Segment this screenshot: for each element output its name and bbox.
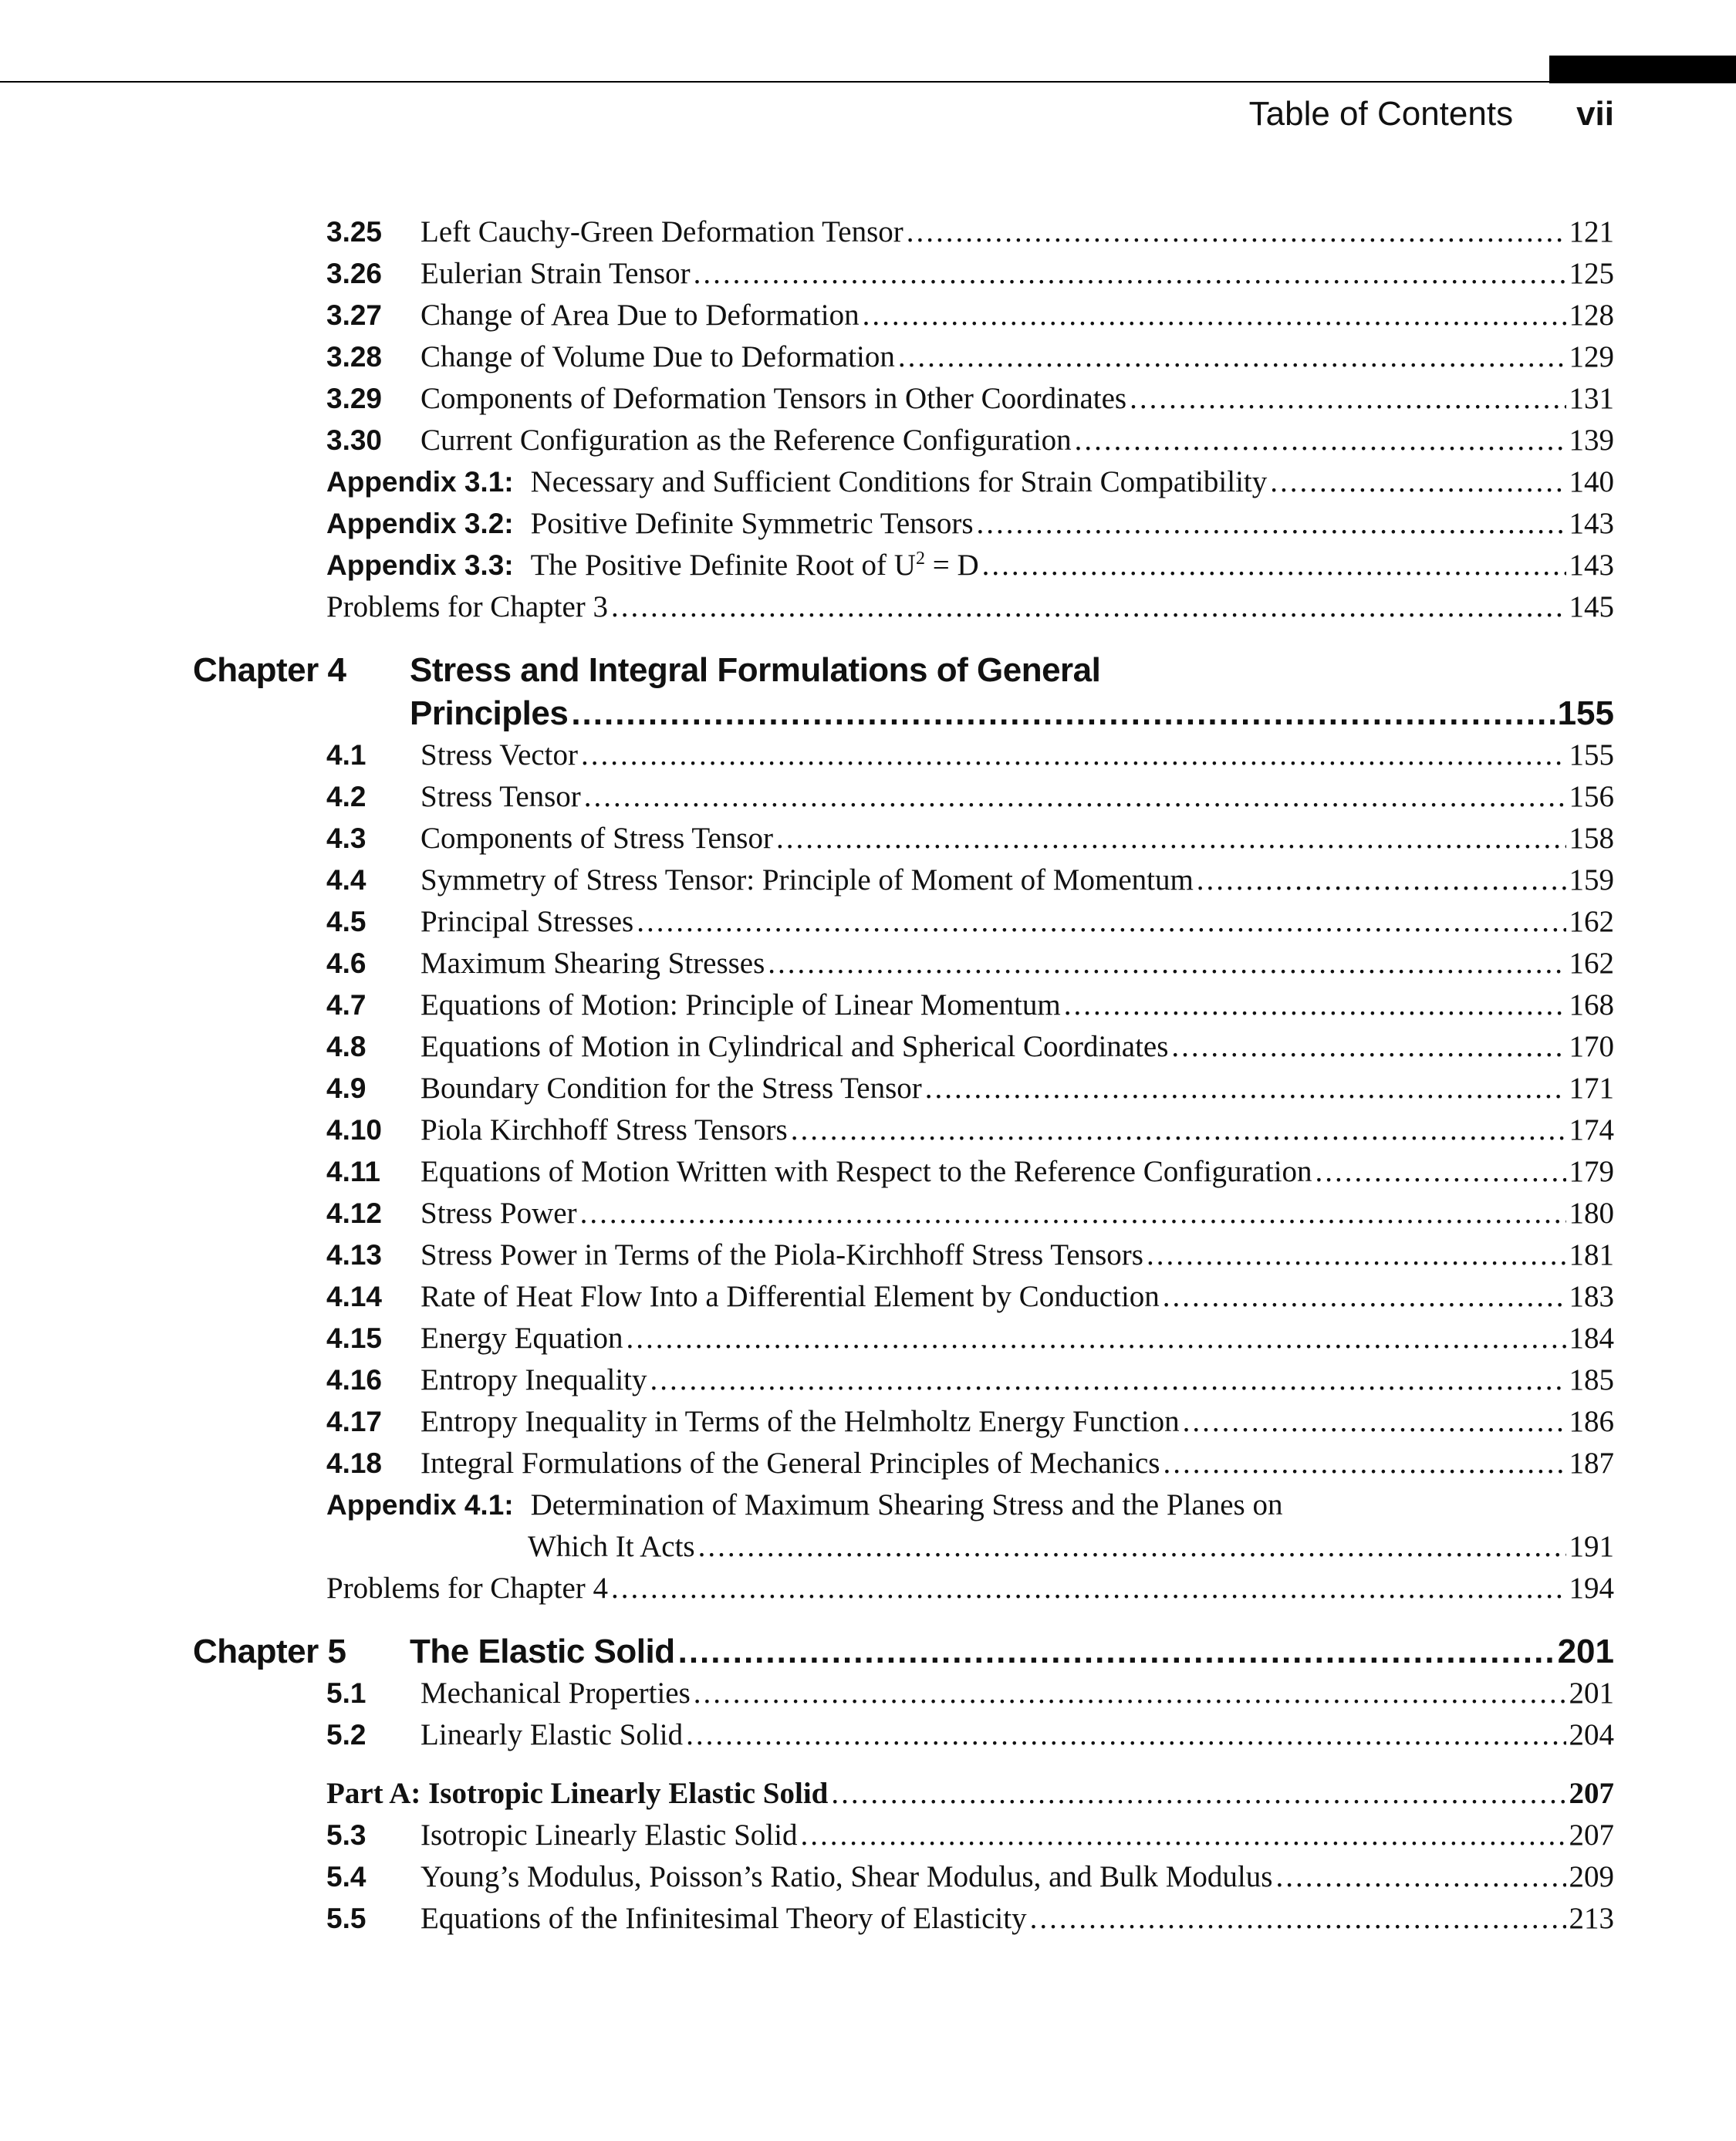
section-number: 4.3 xyxy=(326,822,366,854)
section-number: 4.14 xyxy=(326,1281,383,1312)
section-title: Eulerian Strain Tensor xyxy=(420,257,691,290)
dot-leader xyxy=(1275,1859,1565,1894)
chapter-title: The Elastic Solid xyxy=(410,1633,675,1670)
dot-leader xyxy=(1163,1279,1566,1314)
toc-entry-appendix-4-1-continued[interactable] xyxy=(528,1529,1614,1571)
section-title: Equations of Motion in Cylindrical and Spherical Coordinates xyxy=(420,1030,1169,1063)
page-number: 156 xyxy=(1569,780,1614,813)
toc-entry-4-11[interactable] xyxy=(326,1154,1614,1196)
dot-leader xyxy=(831,1776,1565,1811)
section-number: 3.26 xyxy=(326,258,383,289)
superscript-exponent: 2 xyxy=(915,549,925,569)
section-number: 4.9 xyxy=(326,1072,366,1104)
dot-leader xyxy=(1270,464,1565,499)
page-number: 179 xyxy=(1569,1155,1614,1188)
toc-entry-3-26[interactable] xyxy=(326,256,1614,298)
dot-leader xyxy=(768,946,1565,981)
dot-leader xyxy=(571,694,1554,733)
appendix-title-equation: = D xyxy=(924,549,979,582)
section-title: Maximum Shearing Stresses xyxy=(420,947,765,980)
toc-entry-4-17[interactable] xyxy=(326,1404,1614,1446)
chapter-4-block xyxy=(193,651,1614,1613)
section-number: 4.1 xyxy=(326,739,366,771)
page-number: 170 xyxy=(1569,1030,1614,1063)
appendix-title-line2: Which It Acts xyxy=(528,1530,695,1563)
toc-entry-4-8[interactable] xyxy=(326,1029,1614,1071)
dot-leader xyxy=(694,1676,1566,1710)
page-number: 174 xyxy=(1569,1113,1614,1146)
section-title: Stress Tensor xyxy=(420,780,581,813)
toc-entry-4-7[interactable] xyxy=(326,988,1614,1029)
toc-entry-appendix-3-2[interactable] xyxy=(326,506,1614,548)
section-title: Energy Equation xyxy=(420,1322,623,1355)
toc-entry-4-4[interactable] xyxy=(326,863,1614,904)
section-number: 4.7 xyxy=(326,989,366,1021)
section-title: Current Configuration as the Reference Configuration xyxy=(420,424,1072,457)
dot-leader xyxy=(626,1321,1565,1356)
section-title: Symmetry of Stress Tensor: Principle of Moment of Momentum xyxy=(420,863,1194,897)
chapter-page-number: 155 xyxy=(1557,694,1614,732)
chapter-5-heading[interactable] xyxy=(193,1633,1614,1676)
section-title: Stress Power in Terms of the Piola-Kirchhoff Stress Tensors xyxy=(420,1238,1143,1271)
running-head-page-number: vii xyxy=(1576,95,1614,133)
toc-entry-4-6[interactable] xyxy=(326,946,1614,988)
section-number: 4.4 xyxy=(326,864,366,896)
section-title: Young’s Modulus, Poisson’s Ratio, Shear Modulus, and Bulk Modulus xyxy=(420,1860,1273,1893)
section-title: Entropy Inequality in Terms of the Helmholtz Energy Function xyxy=(420,1405,1180,1438)
dot-leader xyxy=(584,779,1566,814)
dot-leader xyxy=(791,1113,1566,1147)
toc-entry-4-15[interactable] xyxy=(326,1321,1614,1363)
chapter-title-line1: Stress and Integral Formulations of General xyxy=(410,651,1101,689)
dot-leader xyxy=(611,589,1565,624)
toc-entry-3-25[interactable] xyxy=(326,214,1614,256)
dot-leader xyxy=(1171,1029,1565,1064)
appendix-label: Appendix 3.1: xyxy=(326,466,514,498)
header-rule xyxy=(0,81,1736,83)
dot-leader xyxy=(1130,381,1565,416)
section-title: Equations of the Infinitesimal Theory of Elasticity xyxy=(420,1902,1027,1935)
table-of-contents xyxy=(193,214,1614,1943)
toc-entry-4-16[interactable] xyxy=(326,1363,1614,1404)
dot-leader xyxy=(1064,988,1566,1022)
page-number: 121 xyxy=(1569,215,1614,248)
dot-leader xyxy=(1163,1446,1565,1481)
dot-leader xyxy=(694,256,1566,291)
dot-leader xyxy=(776,821,1566,856)
section-title: Principal Stresses xyxy=(420,905,634,938)
toc-entry-4-12[interactable] xyxy=(326,1196,1614,1238)
section-number: 5.5 xyxy=(326,1903,366,1934)
part-title: Part A: Isotropic Linearly Elastic Solid xyxy=(326,1777,829,1810)
toc-entry-4-1[interactable] xyxy=(326,738,1614,779)
page-number: 209 xyxy=(1569,1860,1614,1893)
section-title: Equations of Motion Written with Respect to the Reference Configuration xyxy=(420,1155,1312,1188)
toc-entry-5-1[interactable] xyxy=(326,1676,1614,1717)
page-number: 201 xyxy=(1569,1677,1614,1710)
section-number: 3.29 xyxy=(326,383,383,414)
page-number: 207 xyxy=(1569,1818,1614,1852)
section-number: 4.12 xyxy=(326,1197,383,1229)
chapter-title-line2: Principles xyxy=(410,694,569,732)
toc-entry-appendix-3-1[interactable] xyxy=(326,464,1614,506)
page-number: 171 xyxy=(1569,1072,1614,1105)
toc-entry-problems-ch4[interactable] xyxy=(326,1571,1614,1613)
appendix-title-line1: Determination of Maximum Shearing Stress and the Planes on xyxy=(530,1488,1283,1521)
appendix-label: Appendix 4.1: xyxy=(326,1489,514,1521)
toc-entry-4-3[interactable] xyxy=(326,821,1614,863)
dot-leader xyxy=(800,1818,1565,1852)
dot-leader xyxy=(1197,863,1566,897)
dot-leader xyxy=(1075,423,1566,458)
section-title: Change of Volume Due to Deformation xyxy=(420,340,895,373)
toc-entry-5-2[interactable] xyxy=(326,1717,1614,1759)
toc-entry-4-10[interactable] xyxy=(326,1113,1614,1154)
chapter-4-heading[interactable] xyxy=(193,651,1614,694)
chapter-5-block xyxy=(193,1633,1614,1943)
section-title: Integral Formulations of the General Principles of Mechanics xyxy=(420,1447,1160,1480)
page-number: 187 xyxy=(1569,1447,1614,1480)
section-number: 4.18 xyxy=(326,1447,383,1479)
section-number: 4.5 xyxy=(326,906,366,937)
toc-entry-part-a[interactable] xyxy=(326,1776,1614,1818)
page-number: 207 xyxy=(1569,1777,1614,1810)
section-title: Boundary Condition for the Stress Tensor xyxy=(420,1072,922,1105)
page-number: 155 xyxy=(1569,738,1614,772)
page-number: 186 xyxy=(1569,1405,1614,1438)
dot-leader xyxy=(1183,1404,1566,1439)
section-number: 5.3 xyxy=(326,1819,366,1851)
toc-entry-5-4[interactable] xyxy=(326,1859,1614,1901)
page-number: 143 xyxy=(1569,507,1614,540)
section-number: 4.6 xyxy=(326,947,366,979)
toc-entry-4-5[interactable] xyxy=(326,904,1614,946)
toc-entry-4-14[interactable] xyxy=(326,1279,1614,1321)
section-number: 5.1 xyxy=(326,1677,366,1709)
chapter-page-number: 201 xyxy=(1557,1633,1614,1670)
dot-leader xyxy=(650,1363,1566,1397)
section-title: Isotropic Linearly Elastic Solid xyxy=(420,1818,798,1852)
page-number: 213 xyxy=(1569,1902,1614,1935)
page-number: 191 xyxy=(1569,1530,1614,1563)
page-number: 181 xyxy=(1569,1238,1614,1271)
page-number: 183 xyxy=(1569,1280,1614,1313)
dot-leader xyxy=(611,1571,1565,1606)
section-title: Components of Deformation Tensors in Other Coordinates xyxy=(420,382,1127,415)
dot-leader xyxy=(863,298,1566,333)
toc-entry-4-18[interactable] xyxy=(326,1446,1614,1488)
dot-leader xyxy=(678,1633,1555,1671)
toc-entry-3-29[interactable] xyxy=(326,381,1614,423)
page-number: 143 xyxy=(1569,549,1614,582)
toc-entry-problems-ch3[interactable] xyxy=(326,589,1614,631)
chapter-label: Chapter 4 xyxy=(193,651,346,689)
section-title: Stress Power xyxy=(420,1197,577,1230)
page-number: 140 xyxy=(1569,465,1614,498)
page-number: 162 xyxy=(1569,905,1614,938)
dot-leader xyxy=(1030,1901,1566,1936)
page-number: 128 xyxy=(1569,299,1614,332)
problems-title: Problems for Chapter 4 xyxy=(326,1572,609,1605)
section-title: Entropy Inequality xyxy=(420,1363,647,1396)
page-number: 131 xyxy=(1569,382,1614,415)
dot-leader xyxy=(907,214,1566,249)
section-number: 3.30 xyxy=(326,424,383,456)
section-number: 3.25 xyxy=(326,216,383,248)
section-number: 3.27 xyxy=(326,299,383,331)
section-number: 4.10 xyxy=(326,1114,383,1146)
section-title: Linearly Elastic Solid xyxy=(420,1718,684,1751)
dot-leader xyxy=(637,904,1565,939)
appendix-title: Positive Definite Symmetric Tensors xyxy=(530,507,974,540)
section-title: Mechanical Properties xyxy=(420,1677,691,1710)
section-title: Equations of Motion: Principle of Linear Momentum xyxy=(420,988,1061,1022)
section-title: Piola Kirchhoff Stress Tensors xyxy=(420,1113,788,1146)
dot-leader xyxy=(581,738,1565,772)
page-number: 180 xyxy=(1569,1197,1614,1230)
page-number: 162 xyxy=(1569,947,1614,980)
toc-entry-4-2[interactable] xyxy=(326,779,1614,821)
dot-leader xyxy=(898,339,1566,374)
toc-entry-5-5[interactable] xyxy=(326,1901,1614,1943)
section-number: 5.4 xyxy=(326,1861,366,1893)
page-number: 204 xyxy=(1569,1718,1614,1751)
section-number: 3.28 xyxy=(326,341,383,373)
appendix-label: Appendix 3.3: xyxy=(326,549,514,581)
chapter-label: Chapter 5 xyxy=(193,1633,346,1670)
section-number: 4.15 xyxy=(326,1322,383,1354)
running-head xyxy=(1249,91,1614,137)
section-number: 5.2 xyxy=(326,1719,366,1751)
section-title: Left Cauchy-Green Deformation Tensor xyxy=(420,215,903,248)
page-number: 129 xyxy=(1569,340,1614,373)
section-title: Rate of Heat Flow Into a Differential Element by Conduction xyxy=(420,1280,1160,1313)
dot-leader xyxy=(1147,1238,1566,1272)
dot-leader xyxy=(982,548,1566,583)
toc-entry-3-30[interactable] xyxy=(326,423,1614,464)
section-title: Stress Vector xyxy=(420,738,579,772)
section-number: 4.11 xyxy=(326,1156,380,1187)
appendix-title-text: The Positive Definite Root of U xyxy=(530,549,916,582)
corner-tab-decoration xyxy=(1549,56,1736,83)
page-number: 145 xyxy=(1569,590,1614,623)
appendix-label: Appendix 3.2: xyxy=(326,508,514,539)
page-number: 139 xyxy=(1569,424,1614,457)
toc-entry-5-3[interactable] xyxy=(326,1818,1614,1859)
dot-leader xyxy=(925,1071,1566,1106)
toc-entry-4-9[interactable] xyxy=(326,1071,1614,1113)
page-number: 168 xyxy=(1569,988,1614,1022)
section-title: Components of Stress Tensor xyxy=(420,822,773,855)
section-number: 4.17 xyxy=(326,1406,383,1437)
page-number: 185 xyxy=(1569,1363,1614,1396)
toc-entry-3-28[interactable] xyxy=(326,339,1614,381)
dot-leader xyxy=(1316,1154,1566,1189)
page-number: 158 xyxy=(1569,822,1614,855)
dot-leader xyxy=(686,1717,1565,1752)
appendix-title: Necessary and Sufficient Conditions for Strain Compatibility xyxy=(530,465,1268,498)
section-title: Change of Area Due to Deformation xyxy=(420,299,860,332)
dot-leader xyxy=(580,1196,1566,1231)
page-number: 184 xyxy=(1569,1322,1614,1355)
dot-leader xyxy=(698,1529,1566,1564)
toc-entry-appendix-3-3[interactable] xyxy=(326,548,1614,589)
chapter-4-heading-continued[interactable] xyxy=(410,694,1614,738)
dot-leader xyxy=(977,506,1566,541)
running-head-title: Table of Contents xyxy=(1248,95,1514,133)
page-number: 194 xyxy=(1569,1572,1614,1605)
section-number: 4.13 xyxy=(326,1239,383,1271)
section-number: 4.8 xyxy=(326,1031,366,1062)
toc-entry-4-13[interactable] xyxy=(326,1238,1614,1279)
toc-entry-appendix-4-1[interactable] xyxy=(326,1488,1614,1529)
page-number: 125 xyxy=(1569,257,1614,290)
appendix-title xyxy=(531,548,979,583)
toc-entry-3-27[interactable] xyxy=(326,298,1614,339)
section-number: 4.16 xyxy=(326,1364,383,1396)
problems-title: Problems for Chapter 3 xyxy=(326,590,609,623)
page-number: 159 xyxy=(1569,863,1614,897)
section-number: 4.2 xyxy=(326,781,366,812)
